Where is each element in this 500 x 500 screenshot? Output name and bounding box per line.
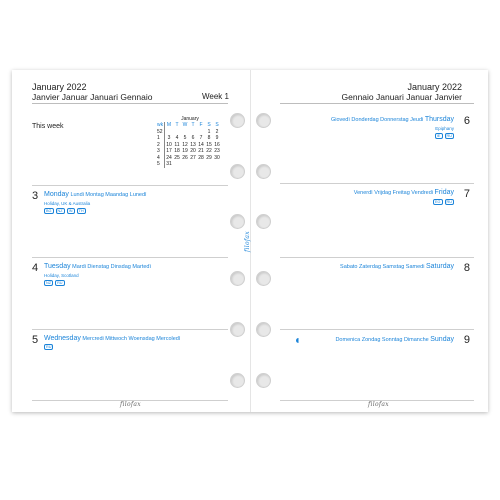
day-translations: Lundi Montag Maandag Lunedì xyxy=(70,192,147,198)
country-badges xyxy=(44,280,65,286)
day-rule xyxy=(32,329,228,330)
week-number-cell: 5 xyxy=(157,161,165,168)
country-badge: RU xyxy=(446,134,452,138)
day-name: Wednesday xyxy=(44,335,81,342)
weekday-header: F xyxy=(199,122,203,128)
weekday-header: M xyxy=(166,122,172,128)
weekday-header: T xyxy=(175,122,179,128)
day-number: 4 xyxy=(32,262,39,274)
first-quarter-moon-icon xyxy=(296,338,301,343)
day-number: 6 xyxy=(463,115,470,127)
date-cell: 9 xyxy=(215,135,219,141)
week-number-cell: 2 xyxy=(157,142,165,149)
country-badge: IN xyxy=(67,208,75,214)
date-cell: 16 xyxy=(214,141,220,148)
date-cell: 31 xyxy=(166,161,172,167)
country-badge: RU xyxy=(57,281,63,285)
day-name: Saturday xyxy=(425,263,454,270)
date-cell: 26 xyxy=(182,154,188,161)
binder-hole xyxy=(256,214,271,229)
date-cell: 2 xyxy=(215,128,219,135)
this-week-label: This week xyxy=(32,123,64,130)
date-cell xyxy=(181,161,189,168)
date-cell xyxy=(205,161,213,168)
week-number-cell: 1 xyxy=(157,135,165,142)
country-badge: TH xyxy=(78,209,84,213)
binder-hole xyxy=(230,214,245,229)
weekday-header: S xyxy=(215,122,219,128)
day-translations: Venerdì Vrijdag Freitag Vendredi xyxy=(353,190,434,196)
day-rule xyxy=(280,329,474,330)
country-badge: IE xyxy=(435,133,443,139)
day-heading xyxy=(44,335,180,342)
day-name: Monday xyxy=(44,191,69,198)
day-translations: Giovedì Donderdag Donnerstag Jeudi xyxy=(330,117,424,123)
country-badge: NZ xyxy=(46,281,52,285)
week-number: Week 1 xyxy=(202,92,229,101)
day-rule xyxy=(32,257,228,258)
binder-hole xyxy=(230,113,245,128)
left-month-languages: Janvier Januar Januari Gennaio xyxy=(32,92,153,102)
weekday-header: W xyxy=(182,122,188,128)
date-cell xyxy=(173,161,181,168)
date-cell: 11 xyxy=(174,141,180,148)
week-number-cell: 4 xyxy=(157,155,165,162)
binder-hole xyxy=(256,271,271,286)
day-name: Thursday xyxy=(424,116,454,123)
day-translations: Mercredi Mittwoch Woensdag Mercoledì xyxy=(82,336,181,342)
week-column-header: wk xyxy=(157,122,164,128)
mini-calendar-title: January xyxy=(181,116,199,122)
binder-hole xyxy=(230,373,245,388)
mini-calendar-grid xyxy=(157,122,223,168)
day-name: Sunday xyxy=(430,336,454,343)
week-number-cell: 52 xyxy=(157,129,165,136)
binder-hole xyxy=(230,164,245,179)
day-translations: Sabato Zaterdag Samstag Samedi xyxy=(340,264,425,270)
date-cell xyxy=(213,161,221,168)
date-cell: 25 xyxy=(174,154,180,161)
left-page xyxy=(12,70,250,412)
day-name: Friday xyxy=(434,189,454,196)
date-cell: 14 xyxy=(198,141,204,148)
date-cell: 28 xyxy=(198,154,204,161)
date-cell: 19 xyxy=(182,148,188,154)
day-note: Epiphany xyxy=(435,126,454,131)
day-number: 7 xyxy=(463,188,470,200)
binder-hole xyxy=(256,113,271,128)
binder-hole xyxy=(256,164,271,179)
day-heading xyxy=(331,116,454,123)
header-rule xyxy=(280,103,474,104)
date-cell: 21 xyxy=(198,148,204,154)
date-cell: 8 xyxy=(207,135,211,141)
day-number: 5 xyxy=(32,334,39,346)
date-cell: 5 xyxy=(183,135,187,141)
binder-hole xyxy=(230,271,245,286)
weekday-header: S xyxy=(207,122,211,128)
date-cell: 17 xyxy=(166,148,172,154)
country-badge: RU xyxy=(446,200,452,204)
date-cell: 23 xyxy=(214,148,220,154)
country-badge: NZ xyxy=(57,209,63,213)
binder-hole xyxy=(256,373,271,388)
right-page xyxy=(250,70,488,412)
day-note: Holiday, Scotland xyxy=(44,273,79,278)
day-translations: Domenica Zondag Sonntag Dimanche xyxy=(335,337,429,343)
country-badges xyxy=(44,344,53,350)
brand-logo: filofax xyxy=(120,401,141,408)
day-rule xyxy=(280,257,474,258)
binder-hole xyxy=(230,322,245,337)
date-cell: 1 xyxy=(207,128,211,135)
date-cell: 10 xyxy=(166,141,172,148)
day-heading xyxy=(354,189,454,196)
binder-hole xyxy=(256,322,271,337)
date-cell: 27 xyxy=(190,154,196,161)
day-rule xyxy=(32,185,228,186)
day-heading xyxy=(335,336,454,343)
date-cell: 22 xyxy=(206,148,212,154)
day-number: 8 xyxy=(463,262,470,274)
date-cell: 4 xyxy=(175,135,179,141)
diary-spread xyxy=(12,70,488,412)
date-cell xyxy=(197,161,205,168)
date-cell: 3 xyxy=(167,135,171,141)
day-rule xyxy=(280,183,474,184)
day-number: 3 xyxy=(32,190,39,202)
brand-logo: filofax xyxy=(368,401,389,408)
day-name: Tuesday xyxy=(44,263,71,270)
left-month-title: January 2022 xyxy=(32,82,87,92)
day-heading xyxy=(44,191,147,198)
mini-calendar xyxy=(157,116,223,168)
date-cell: 12 xyxy=(182,141,188,148)
country-badge: EG xyxy=(435,200,441,204)
country-badges xyxy=(433,199,454,205)
country-badge: BG xyxy=(46,209,52,213)
day-note: Holiday, UK & Australia xyxy=(44,201,91,206)
country-badges xyxy=(435,133,454,139)
date-cell: 18 xyxy=(174,148,180,154)
spine-brand-logo: filofax xyxy=(243,231,251,252)
date-cell: 24 xyxy=(166,154,172,161)
day-heading xyxy=(44,263,151,270)
date-cell: 20 xyxy=(190,148,196,154)
day-number: 9 xyxy=(463,334,470,346)
day-translations: Mardi Dienstag Dinsdag Martedì xyxy=(72,264,151,270)
country-badges xyxy=(44,208,86,214)
week-number-cell: 3 xyxy=(157,148,165,155)
date-cell: 30 xyxy=(214,154,220,161)
date-cell xyxy=(189,161,197,168)
header-rule xyxy=(32,103,228,104)
right-month-title: January 2022 xyxy=(407,82,462,92)
date-cell: 29 xyxy=(206,154,212,161)
date-cell: 15 xyxy=(206,141,212,148)
right-month-languages: Gennaio Januari Januar Janvier xyxy=(341,92,462,102)
day-heading xyxy=(340,263,454,270)
country-badge: RU xyxy=(46,345,52,349)
weekday-header: T xyxy=(191,122,195,128)
date-cell: 6 xyxy=(191,135,195,141)
date-cell: 13 xyxy=(190,141,196,148)
date-cell: 7 xyxy=(199,135,203,141)
